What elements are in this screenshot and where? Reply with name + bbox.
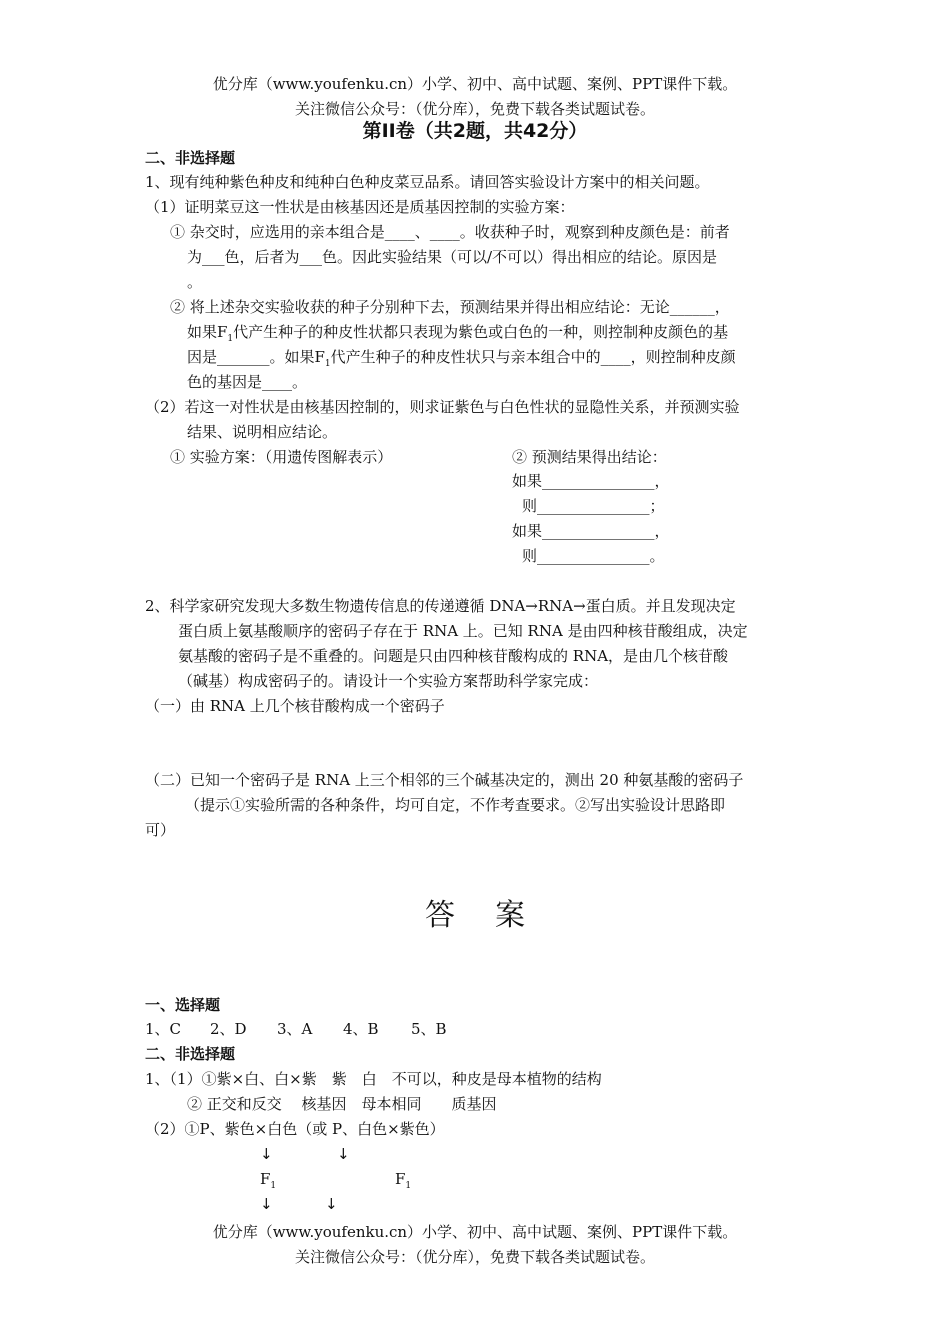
q1-step1-line3: 。 <box>187 273 203 291</box>
answer-2-line1: （2）①P、紫色×白色（或 P、白色×紫色） <box>145 1120 445 1138</box>
q2-line4: （碱基）构成密码子的。请设计一个实验方案帮助科学家完成： <box>178 672 599 690</box>
answer-title-wrap <box>0 898 950 938</box>
q1-part1: （1）证明菜豆这一性状是由核基因还是质基因控制的实验方案： <box>145 198 575 216</box>
q1-step2-line2: 如果$F_1$代产生种子的种皮性状都只表现为紫色或白色的一种，则控制种皮颜色的基 <box>187 323 729 344</box>
answer-1-line1: 1、（1）①紫×白、白×紫 紫 白 不可以，种皮是母本植物的结构 <box>145 1070 602 1088</box>
q2-line1: 2、科学家研究发现大多数生物遗传信息的传递遵循 DNA→RNA→蛋白质。并且发现决定 <box>145 597 736 615</box>
section-heading-nonchoice: 二、非选择题 <box>145 149 236 167</box>
q1-part2-line2: 结果、说明相应结论。 <box>187 423 338 441</box>
q1-step1-line2: 为___色，后者为___色。因此实验结果（可以/不可以）得出相应的结论。原因是 <box>187 248 718 266</box>
answer-choice-3: 3、A <box>277 1020 313 1038</box>
footer-line-2: 关注微信公众号：（优分库），免费下载各类试题试卷。 <box>294 1248 655 1266</box>
answer-1-line2: ② 正交和反交 核基因 母本相同 质基因 <box>187 1095 497 1113</box>
footer-line-1: 优分库（www.youfenku.cn）小学、初中、高中试题、案例、PPT课件下载。 <box>212 1223 738 1241</box>
q1-if-2: 如果_______________， <box>512 522 670 540</box>
cross-arrow-2: ↓ <box>337 1145 350 1163</box>
paper-title: 第II卷（共2题，共42分） <box>362 120 588 142</box>
answer-title: 答案 <box>425 898 565 933</box>
q1-then-1: 则_______________； <box>522 497 665 515</box>
q1-step1-line1: ① 杂交时，应选用的亲本组合是____、____。收获种子时，观察到种皮颜色是：前者 <box>170 223 730 241</box>
answer-choice-1: 1、C <box>145 1020 182 1038</box>
answer-choice-5: 5、B <box>411 1020 447 1038</box>
q1-step2-line4: 色的基因是____。 <box>187 373 308 391</box>
q1-stem: 1、现有纯种紫色种皮和纯种白色种皮菜豆品系。请回答实验设计方案中的相关问题。 <box>145 173 710 191</box>
q1-if-1: 如果_______________， <box>512 472 670 490</box>
q1-then-2: 则_______________。 <box>522 547 665 565</box>
cross-arrow-4: ↓ <box>325 1195 338 1213</box>
f1-label-2: $F_1$ <box>395 1170 412 1191</box>
q1-step2-line1: ② 将上述杂交实验收获的种子分别种下去，预测结果并得出相应结论：无论______， <box>170 298 730 316</box>
header-line-2: 关注微信公众号：（优分库），免费下载各类试题试卷。 <box>294 100 655 118</box>
q2-line3: 氨基酸的密码子是不重叠的。问题是只由四种核苷酸构成的 RNA，是由几个核苷酸 <box>178 647 729 665</box>
q2-line2: 蛋白质上氨基酸顺序的密码子存在于 RNA 上。已知 RNA 是由四种核苷酸组成，决定 <box>178 622 748 640</box>
f1-label-1: $F_1$ <box>260 1170 277 1191</box>
answer-section-nonchoice: 二、非选择题 <box>145 1045 236 1063</box>
cross-arrow-1: ↓ <box>260 1145 273 1163</box>
q2-part2: （二）已知一个密码子是 RNA 上三个相邻的三个碱基决定的，测出 20 种氨基酸的密码子 <box>145 771 744 789</box>
answer-choice-4: 4、B <box>343 1020 379 1038</box>
header-line-1: 优分库（www.youfenku.cn）小学、初中、高中试题、案例、PPT课件下载。 <box>212 75 738 93</box>
answer-section-choice: 一、选择题 <box>145 996 221 1014</box>
answer-choice-2: 2、D <box>210 1020 247 1038</box>
q1-step2-line3: 因是_______。如果$F_1$代产生种子的种皮性状只与亲本组合中的____，则控制种皮颜 <box>187 348 736 369</box>
q2-part1: （一）由 RNA 上几个核苷酸构成一个密码子 <box>145 697 445 715</box>
q1-part2-line1: （2）若这一对性状是由核基因控制的，则求证紫色与白色性状的显隐性关系，并预测实验 <box>145 398 740 416</box>
q2-hint-line1: （提示①实验所需的各种条件，均可自定，不作考查要求。②写出实验设计思路即 <box>185 796 726 814</box>
q1-predict: ② 预测结果得出结论： <box>512 448 667 466</box>
q2-hint-line2: 可） <box>145 821 176 839</box>
cross-arrow-3: ↓ <box>260 1195 273 1213</box>
q1-scheme: ① 实验方案：（用遗传图解表示） <box>170 448 393 466</box>
